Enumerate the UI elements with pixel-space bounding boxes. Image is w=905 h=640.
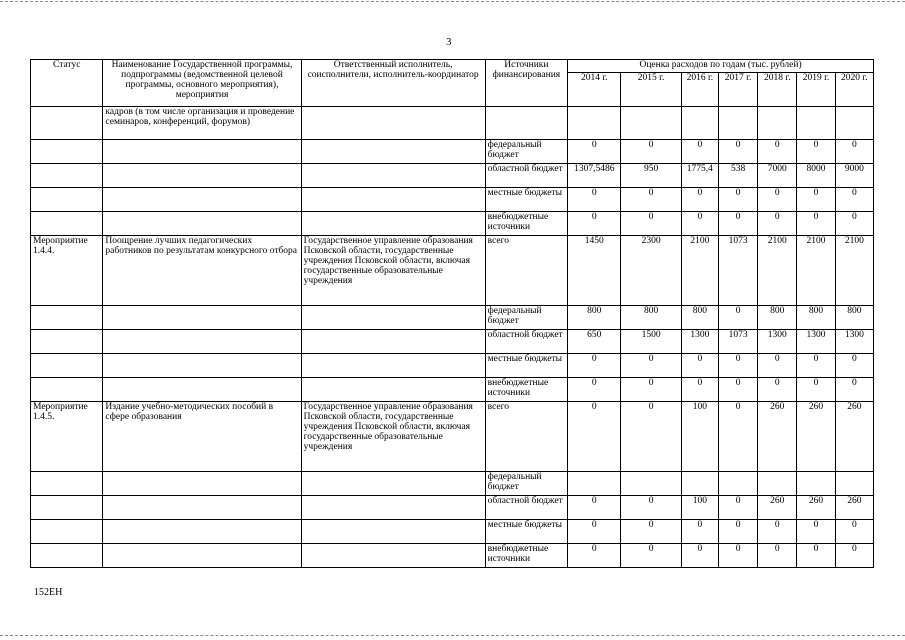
header-year: 2019 г. xyxy=(797,72,835,106)
budget-table xyxy=(30,59,874,568)
row-value-cell: 0 xyxy=(568,377,621,401)
table-row xyxy=(31,139,874,163)
row-value-cell xyxy=(681,471,718,495)
row-value-cell: 100 xyxy=(681,495,718,519)
row-value-cell: 538 xyxy=(718,163,757,187)
row-value-cell: 260 xyxy=(797,495,835,519)
footer-code: 152ЕН xyxy=(34,587,63,598)
row-value-cell: 0 xyxy=(621,211,681,235)
row-value-cell: 2100 xyxy=(835,235,873,305)
row-value-cell xyxy=(797,106,835,139)
row-value-cell: 0 xyxy=(621,543,681,567)
table-row xyxy=(31,353,874,377)
header-source: Источники финансирования xyxy=(485,60,567,107)
row-value-cell: 0 xyxy=(621,377,681,401)
row-value-cell: 800 xyxy=(568,305,621,329)
row-executor-cell xyxy=(301,329,485,353)
table-row xyxy=(31,519,874,543)
row-value-cell: 0 xyxy=(835,139,873,163)
row-name-cell xyxy=(103,353,301,377)
row-value-cell: 0 xyxy=(621,187,681,211)
row-name-cell xyxy=(103,377,301,401)
row-value-cell: 0 xyxy=(835,187,873,211)
table-row xyxy=(31,211,874,235)
row-value-cell: 0 xyxy=(797,139,835,163)
row-value-cell: 0 xyxy=(681,377,718,401)
row-name-cell xyxy=(103,139,301,163)
row-value-cell: 0 xyxy=(758,211,797,235)
row-value-cell: 1450 xyxy=(568,235,621,305)
row-value-cell: 0 xyxy=(718,543,757,567)
row-status-cell xyxy=(31,495,103,519)
row-value-cell: 0 xyxy=(718,187,757,211)
row-value-cell: 0 xyxy=(835,211,873,235)
header-year: 2020 г. xyxy=(835,72,873,106)
header-year: 2015 г. xyxy=(621,72,681,106)
row-value-cell: 0 xyxy=(758,353,797,377)
row-value-cell xyxy=(621,471,681,495)
row-value-cell xyxy=(621,106,681,139)
row-value-cell: 8000 xyxy=(797,163,835,187)
row-source-cell: внебюджетные источники xyxy=(485,543,567,567)
header-year: 2016 г. xyxy=(681,72,718,106)
row-status-cell xyxy=(31,353,103,377)
row-status-cell xyxy=(31,305,103,329)
row-source-cell: местные бюджеты xyxy=(485,353,567,377)
row-source-cell: местные бюджеты xyxy=(485,187,567,211)
row-value-cell: 0 xyxy=(718,211,757,235)
row-status-cell xyxy=(31,543,103,567)
row-value-cell: 800 xyxy=(797,305,835,329)
row-value-cell xyxy=(758,106,797,139)
row-value-cell: 260 xyxy=(758,401,797,471)
row-value-cell: 1073 xyxy=(718,329,757,353)
row-name-cell xyxy=(103,305,301,329)
row-source-cell: федеральный бюджет xyxy=(485,471,567,495)
row-value-cell: 0 xyxy=(568,401,621,471)
table-row xyxy=(31,543,874,567)
row-value-cell: 0 xyxy=(835,377,873,401)
row-value-cell: 260 xyxy=(835,401,873,471)
row-value-cell: 0 xyxy=(835,519,873,543)
row-name-cell xyxy=(103,471,301,495)
table-row xyxy=(31,305,874,329)
row-value-cell: 0 xyxy=(797,187,835,211)
row-value-cell xyxy=(568,471,621,495)
row-executor-cell xyxy=(301,471,485,495)
row-value-cell: 950 xyxy=(621,163,681,187)
row-executor-cell xyxy=(301,519,485,543)
table-row xyxy=(31,163,874,187)
row-source-cell: федеральный бюджет xyxy=(485,305,567,329)
row-value-cell: 0 xyxy=(758,377,797,401)
row-status-cell xyxy=(31,329,103,353)
table-row xyxy=(31,187,874,211)
row-value-cell: 0 xyxy=(718,401,757,471)
row-value-cell: 260 xyxy=(758,495,797,519)
row-value-cell: 0 xyxy=(621,401,681,471)
scan-bottom-edge xyxy=(0,635,905,638)
row-value-cell: 1500 xyxy=(621,329,681,353)
row-value-cell: 0 xyxy=(621,139,681,163)
row-value-cell: 0 xyxy=(797,353,835,377)
row-value-cell: 0 xyxy=(718,519,757,543)
row-value-cell: 0 xyxy=(718,495,757,519)
row-value-cell xyxy=(718,471,757,495)
row-value-cell: 260 xyxy=(797,401,835,471)
row-value-cell: 0 xyxy=(797,543,835,567)
row-source-cell: областной бюджет xyxy=(485,495,567,519)
row-name-cell xyxy=(103,163,301,187)
row-value-cell: 800 xyxy=(621,305,681,329)
row-value-cell: 2100 xyxy=(758,235,797,305)
table-row xyxy=(31,377,874,401)
row-value-cell xyxy=(568,106,621,139)
row-value-cell: 0 xyxy=(568,495,621,519)
header-executor: Ответственный исполнитель, соисполнители, исполнитель-координатор xyxy=(301,60,485,107)
table-row xyxy=(31,329,874,353)
header-estimate: Оценка расходов по годам (тыс. рублей) xyxy=(568,60,874,73)
row-status-cell xyxy=(31,471,103,495)
row-value-cell: 0 xyxy=(835,543,873,567)
row-source-cell: областной бюджет xyxy=(485,329,567,353)
row-executor-cell xyxy=(301,163,485,187)
row-source-cell xyxy=(485,106,567,139)
table-row xyxy=(31,471,874,495)
row-name-cell: Поощрение лучших педагогических работников по результатам конкурсного отбора xyxy=(103,235,301,305)
row-name-cell xyxy=(103,329,301,353)
row-value-cell xyxy=(835,106,873,139)
table-row xyxy=(31,106,874,139)
row-executor-cell xyxy=(301,495,485,519)
row-value-cell: 0 xyxy=(835,353,873,377)
row-value-cell: 0 xyxy=(718,377,757,401)
row-value-cell xyxy=(681,106,718,139)
row-value-cell: 0 xyxy=(758,187,797,211)
row-value-cell: 0 xyxy=(621,353,681,377)
row-value-cell: 2300 xyxy=(621,235,681,305)
row-status-cell xyxy=(31,106,103,139)
row-value-cell: 0 xyxy=(621,495,681,519)
row-source-cell: внебюджетные источники xyxy=(485,377,567,401)
row-value-cell: 800 xyxy=(758,305,797,329)
row-value-cell: 1300 xyxy=(681,329,718,353)
row-value-cell: 100 xyxy=(681,401,718,471)
row-value-cell: 1300 xyxy=(758,329,797,353)
table-row xyxy=(31,495,874,519)
header-status: Статус xyxy=(31,60,103,107)
row-executor-cell xyxy=(301,377,485,401)
row-name-cell xyxy=(103,495,301,519)
table-header xyxy=(31,60,874,107)
row-value-cell: 0 xyxy=(568,187,621,211)
row-value-cell: 800 xyxy=(835,305,873,329)
row-executor-cell xyxy=(301,353,485,377)
row-executor-cell xyxy=(301,543,485,567)
row-status-cell xyxy=(31,377,103,401)
row-value-cell: 0 xyxy=(621,519,681,543)
row-executor-cell xyxy=(301,106,485,139)
row-executor-cell: Государственное управление образования Псковской области, государственные учреждения Псковской области, включая государственные образовательные учреждения xyxy=(301,235,485,305)
row-name-cell xyxy=(103,543,301,567)
row-value-cell: 7000 xyxy=(758,163,797,187)
row-value-cell: 0 xyxy=(718,353,757,377)
table-row xyxy=(31,235,874,305)
row-value-cell: 0 xyxy=(681,543,718,567)
row-name-cell xyxy=(103,187,301,211)
row-value-cell: 800 xyxy=(681,305,718,329)
row-source-cell: федеральный бюджет xyxy=(485,139,567,163)
row-value-cell xyxy=(718,106,757,139)
row-value-cell: 0 xyxy=(681,139,718,163)
row-status-cell xyxy=(31,211,103,235)
row-value-cell: 0 xyxy=(681,519,718,543)
row-value-cell: 0 xyxy=(681,187,718,211)
row-value-cell: 0 xyxy=(568,519,621,543)
row-value-cell: 2100 xyxy=(681,235,718,305)
row-name-cell: Издание учебно-методических пособий в сфере образования xyxy=(103,401,301,471)
row-status-cell xyxy=(31,187,103,211)
row-value-cell: 0 xyxy=(681,211,718,235)
row-value-cell xyxy=(835,471,873,495)
row-executor-cell xyxy=(301,187,485,211)
table-row xyxy=(31,401,874,471)
row-status-cell: Мероприятие 1.4.5. xyxy=(31,401,103,471)
row-value-cell: 1300 xyxy=(797,329,835,353)
row-value-cell: 0 xyxy=(797,211,835,235)
row-source-cell: областной бюджет xyxy=(485,163,567,187)
table-body xyxy=(31,106,874,567)
header-year: 2017 г. xyxy=(718,72,757,106)
header-year: 2018 г. xyxy=(758,72,797,106)
row-name-cell: кадров (в том числе организация и проведение семинаров, конференций, форумов) xyxy=(103,106,301,139)
row-value-cell xyxy=(758,471,797,495)
row-name-cell xyxy=(103,211,301,235)
header-year: 2014 г. xyxy=(568,72,621,106)
row-value-cell: 0 xyxy=(758,519,797,543)
row-value-cell: 0 xyxy=(568,353,621,377)
row-status-cell: Мероприятие 1.4.4. xyxy=(31,235,103,305)
row-value-cell: 0 xyxy=(568,543,621,567)
row-value-cell: 0 xyxy=(568,139,621,163)
row-value-cell: 9000 xyxy=(835,163,873,187)
row-value-cell: 0 xyxy=(718,139,757,163)
row-value-cell: 650 xyxy=(568,329,621,353)
header-name: Наименование Государственной программы, подпрограммы (ведомственной целевой программы, основного мероприятия), мероприятия xyxy=(103,60,301,107)
row-value-cell: 0 xyxy=(797,377,835,401)
row-value-cell: 0 xyxy=(797,519,835,543)
row-value-cell: 1307,5486 xyxy=(568,163,621,187)
row-executor-cell xyxy=(301,139,485,163)
row-value-cell: 1775,4 xyxy=(681,163,718,187)
row-value-cell: 1300 xyxy=(835,329,873,353)
row-status-cell xyxy=(31,139,103,163)
row-value-cell: 0 xyxy=(758,543,797,567)
row-source-cell: местные бюджеты xyxy=(485,519,567,543)
row-source-cell: внебюджетные источники xyxy=(485,211,567,235)
row-executor-cell: Государственное управление образования Псковской области, государственные учреждения Псковской области, включая государственные образовательные учреждения xyxy=(301,401,485,471)
row-source-cell: всего xyxy=(485,235,567,305)
row-value-cell: 2100 xyxy=(797,235,835,305)
page-number: 3 xyxy=(446,36,452,48)
row-value-cell: 0 xyxy=(568,211,621,235)
row-status-cell xyxy=(31,163,103,187)
row-source-cell: всего xyxy=(485,401,567,471)
row-executor-cell xyxy=(301,305,485,329)
row-value-cell: 260 xyxy=(835,495,873,519)
row-value-cell: 0 xyxy=(718,305,757,329)
row-executor-cell xyxy=(301,211,485,235)
row-status-cell xyxy=(31,519,103,543)
row-value-cell: 0 xyxy=(758,139,797,163)
row-name-cell xyxy=(103,519,301,543)
row-value-cell: 0 xyxy=(681,353,718,377)
row-value-cell xyxy=(797,471,835,495)
row-value-cell: 1073 xyxy=(718,235,757,305)
scan-top-edge xyxy=(0,1,905,4)
